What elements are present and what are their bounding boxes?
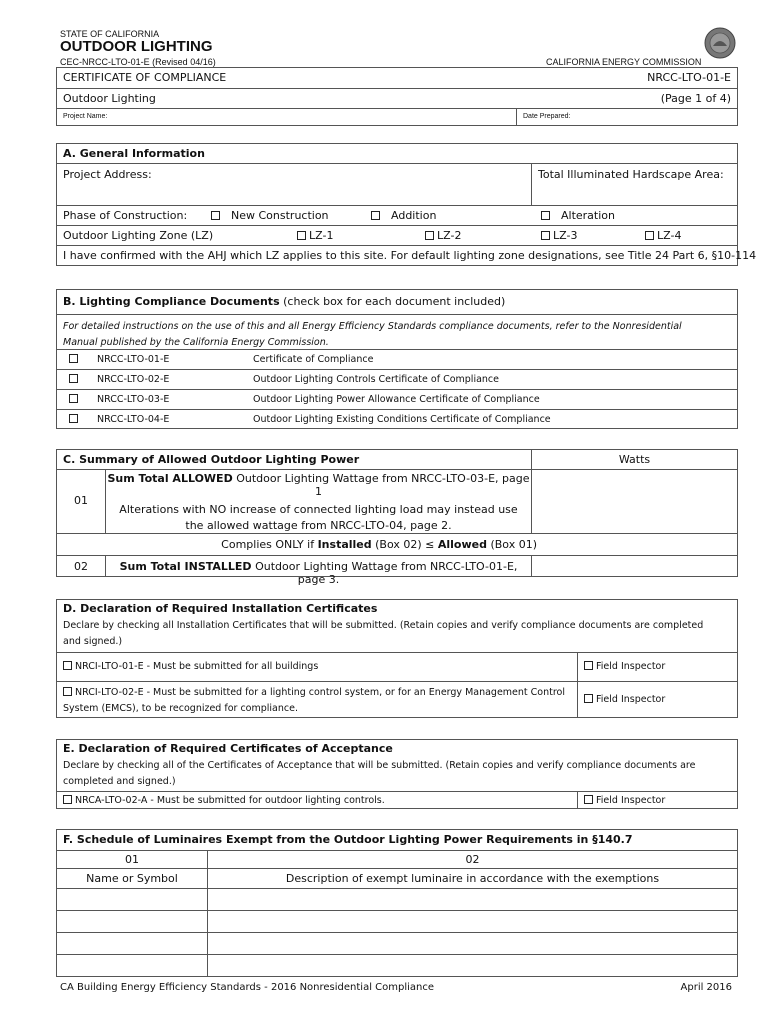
- section-c: [56, 449, 738, 586]
- checkbox-icon[interactable]: [211, 211, 220, 220]
- project-address-field[interactable]: [57, 164, 531, 205]
- footer-right: April 2016: [680, 982, 732, 993]
- ahj-note: I have confirmed with the AHJ which LZ applies to this site. For default lighting zone designations, see Title 24 Part 6, §10-114: [63, 249, 757, 262]
- description-cell[interactable]: [207, 955, 737, 977]
- hardscape-area-label: Total Illuminated Hardscape Area:: [538, 168, 724, 181]
- doc-checkbox[interactable]: [69, 394, 81, 405]
- phase-alteration[interactable]: Alteration: [541, 209, 615, 222]
- checkbox-icon[interactable]: [584, 795, 593, 804]
- section-f-title: F. Schedule of Luminaires Exempt from the Outdoor Lighting Power Requirements in §140.7: [63, 833, 633, 846]
- allowed-watts-field[interactable]: [531, 470, 737, 533]
- seal-icon: [704, 27, 736, 59]
- description-cell[interactable]: [207, 889, 737, 910]
- doc-row: [57, 349, 737, 369]
- commission-label: CALIFORNIA ENERGY COMMISSION: [546, 57, 702, 67]
- complies-note: Complies ONLY if Installed (Box 02) ≤ Allowed (Box 01): [221, 538, 537, 551]
- table-row: [57, 910, 737, 932]
- field-inspector-option[interactable]: Field Inspector: [577, 682, 737, 718]
- table-row: [57, 888, 737, 910]
- project-name-field[interactable]: [57, 109, 516, 126]
- checkbox-icon[interactable]: [425, 231, 434, 240]
- nrca-lto-02-item[interactable]: NRCA-LTO-02-A - Must be submitted for outdoor lighting controls.: [57, 792, 577, 809]
- section-c-title: C. Summary of Allowed Outdoor Lighting Power: [63, 453, 360, 466]
- cert-code: NRCC-LTO-01-E: [647, 71, 731, 84]
- section-b-title: B. Lighting Compliance Documents (check box for each document included): [63, 295, 506, 308]
- checkbox-icon[interactable]: [63, 795, 72, 804]
- col-02-number: 02: [465, 853, 480, 866]
- watts-header: Watts: [618, 453, 651, 466]
- doc-desc: Outdoor Lighting Power Allowance Certificate of Compliance: [253, 394, 540, 405]
- doc-desc: Certificate of Compliance: [253, 354, 374, 365]
- doc-code: NRCC-LTO-01-E: [97, 354, 170, 365]
- col-01-number: 01: [125, 853, 139, 866]
- page-indicator: (Page 1 of 4): [660, 92, 731, 105]
- doc-row: [57, 369, 737, 389]
- doc-code: NRCC-LTO-03-E: [97, 394, 170, 405]
- description-cell[interactable]: [207, 933, 737, 954]
- name-symbol-header: Name or Symbol: [86, 872, 178, 885]
- lz-2-option[interactable]: LZ-2: [425, 229, 461, 242]
- project-address-label: Project Address:: [63, 168, 152, 181]
- section-b: [56, 289, 738, 429]
- checkbox-icon[interactable]: [645, 231, 654, 240]
- checkbox-icon[interactable]: [541, 211, 550, 220]
- nrci-lto-02-item[interactable]: NRCI-LTO-02-E - Must be submitted for a lighting control system, or for an Energy Management Control System (EMCS), to be recognized for compliance.: [63, 687, 566, 714]
- doc-checkbox[interactable]: [69, 354, 81, 365]
- field-inspector-option[interactable]: Field Inspector: [577, 792, 737, 809]
- name-symbol-cell[interactable]: [57, 911, 207, 932]
- doc-row: [57, 389, 737, 409]
- doc-checkbox[interactable]: [69, 374, 81, 385]
- installed-wattage-label: Sum Total INSTALLED Outdoor Lighting Wattage from NRCC-LTO-01-E, page 3.: [119, 560, 518, 586]
- row-02-number: 02: [74, 560, 88, 573]
- checkbox-icon[interactable]: [584, 694, 593, 703]
- checkbox-icon[interactable]: [69, 374, 78, 383]
- section-a-title: A. General Information: [63, 147, 205, 160]
- project-name-label: Project Name:: [63, 113, 108, 120]
- section-a: [56, 143, 757, 266]
- section-f: [56, 829, 738, 977]
- date-prepared-label: Date Prepared:: [523, 113, 571, 120]
- checkbox-icon[interactable]: [297, 231, 306, 240]
- alterations-note: Alterations with NO increase of connected lighting load may instead use the allowed wattage from NRCC-LTO-04, page 2.: [119, 503, 518, 532]
- name-symbol-cell[interactable]: [57, 933, 207, 954]
- checkbox-icon[interactable]: [541, 231, 550, 240]
- section-d-title: D. Declaration of Required Installation Certificates: [63, 602, 378, 615]
- checkbox-icon[interactable]: [584, 661, 593, 670]
- doc-row: [57, 409, 737, 429]
- phase-addition[interactable]: Addition: [371, 209, 436, 222]
- description-header: Description of exempt luminaire in accordance with the exemptions: [285, 872, 660, 885]
- section-e: [56, 739, 738, 809]
- row-01-number: 01: [74, 494, 88, 507]
- lz-label: Outdoor Lighting Zone (LZ): [63, 229, 214, 242]
- checkbox-icon[interactable]: [69, 394, 78, 403]
- hardscape-area-field[interactable]: [531, 164, 737, 205]
- cert-label: CERTIFICATE OF COMPLIANCE: [63, 71, 227, 84]
- lz-4-option[interactable]: LZ-4: [645, 229, 681, 242]
- checkbox-icon[interactable]: [63, 661, 72, 670]
- name-symbol-cell[interactable]: [57, 889, 207, 910]
- allowed-wattage-label: Sum Total ALLOWED Outdoor Lighting Wattage from NRCC-LTO-03-E, page 1: [107, 472, 530, 498]
- phase-label: Phase of Construction:: [63, 209, 188, 222]
- doc-desc: Outdoor Lighting Controls Certificate of Compliance: [253, 374, 499, 385]
- field-inspector-option[interactable]: Field Inspector: [577, 653, 737, 681]
- checkbox-icon[interactable]: [69, 354, 78, 363]
- doc-code: NRCC-LTO-02-E: [97, 374, 170, 385]
- section-b-note: For detailed instructions on the use of this and all Energy Efficiency Standards compliance documents, refer to the Nonresidential Manual published by the California Energy Commission.: [63, 321, 682, 348]
- doc-code: NRCC-LTO-04-E: [97, 414, 170, 425]
- section-e-note: Declare by checking all of the Certificates of Acceptance that will be submitted. (Retain copies and verify compliance documents are completed and signed.): [63, 760, 696, 787]
- state-label: STATE OF CALIFORNIA: [60, 29, 160, 39]
- installed-watts-field[interactable]: [531, 556, 737, 577]
- checkbox-icon[interactable]: [63, 687, 72, 696]
- table-row: [57, 932, 737, 954]
- phase-new-construction[interactable]: New Construction: [211, 209, 329, 222]
- section-d-note: Declare by checking all Installation Certificates that will be submitted. (Retain copies and verify compliance documents are completed and signed.): [63, 620, 704, 647]
- section-e-title: E. Declaration of Required Certificates of Acceptance: [63, 742, 393, 755]
- header-box: [56, 67, 738, 126]
- table-row: [57, 954, 737, 977]
- lz-1-option[interactable]: LZ-1: [297, 229, 333, 242]
- section-d: [56, 599, 738, 718]
- nrci-lto-01-item[interactable]: NRCI-LTO-01-E - Must be submitted for all buildings: [57, 653, 577, 681]
- form-code: CEC-NRCC-LTO-01-E (Revised 04/16): [60, 57, 216, 67]
- date-prepared-field[interactable]: [516, 109, 737, 126]
- description-cell[interactable]: [207, 911, 737, 932]
- name-symbol-cell[interactable]: [57, 955, 207, 977]
- footer-left: CA Building Energy Efficiency Standards - 2016 Nonresidential Compliance: [60, 982, 435, 993]
- form-title: OUTDOOR LIGHTING: [60, 38, 213, 55]
- subject-label: Outdoor Lighting: [63, 92, 156, 105]
- doc-checkbox[interactable]: [69, 414, 81, 425]
- doc-desc: Outdoor Lighting Existing Conditions Certificate of Compliance: [253, 414, 551, 425]
- checkbox-icon[interactable]: [69, 414, 78, 423]
- lz-3-option[interactable]: LZ-3: [541, 229, 577, 242]
- checkbox-icon[interactable]: [371, 211, 380, 220]
